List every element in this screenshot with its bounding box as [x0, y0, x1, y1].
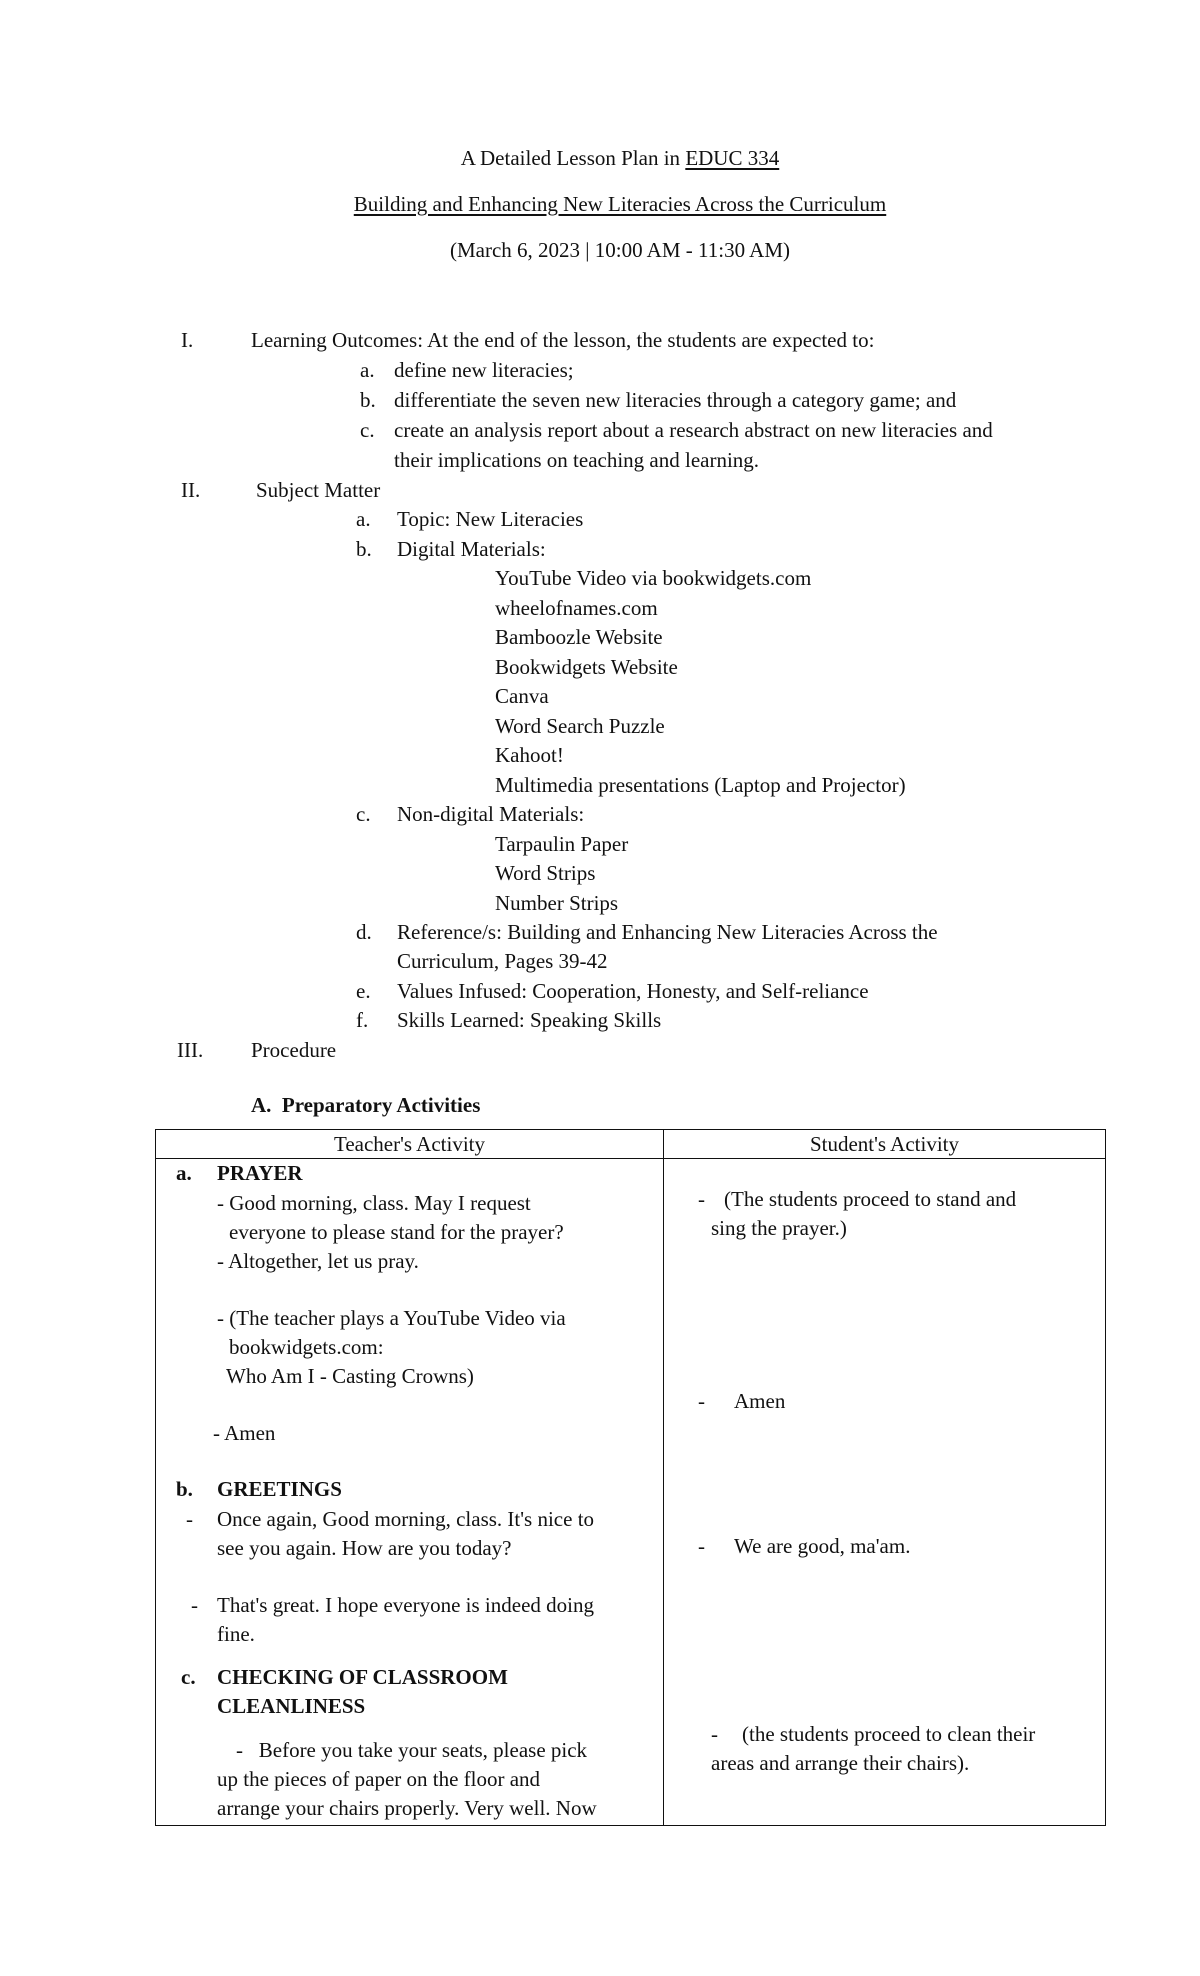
checking-line: - Before you take your seats, please pick: [236, 1738, 588, 1762]
video-line: bookwidgets.com:: [229, 1335, 384, 1359]
video-line: Who Am I - Casting Crowns): [226, 1364, 474, 1388]
reference: Reference/s: Building and Enhancing New Literacies Across the: [397, 920, 938, 944]
values-letter: e.: [356, 979, 371, 1003]
topic-letter: a.: [356, 507, 371, 531]
student-response: (the students proceed to clean their: [742, 1722, 1036, 1746]
student-activity-cell: [664, 1159, 1106, 1826]
video-line: - (The teacher plays a YouTube Video via: [217, 1306, 566, 1330]
student-response: (The students proceed to stand and: [724, 1187, 1017, 1211]
student-activity-header: Student's Activity: [664, 1130, 1106, 1159]
outcome-a-letter: a.: [360, 358, 375, 382]
course-code: EDUC 334: [685, 146, 780, 170]
nondigital-material-item: Word Strips: [495, 861, 596, 885]
checking-heading-cont: CLEANLINESS: [217, 1694, 366, 1718]
nondigital-letter: c.: [356, 802, 371, 826]
title-prefix: A Detailed Lesson Plan in: [460, 146, 681, 170]
digital-material-item: Multimedia presentations (Laptop and Projector): [495, 773, 906, 797]
checking-line: up the pieces of paper on the floor and: [217, 1767, 541, 1791]
digital-material-item: YouTube Video via bookwidgets.com: [495, 566, 812, 590]
outcome-c: create an analysis report about a research abstract on new literacies and: [394, 418, 993, 442]
preparatory-activities-heading: A. Preparatory Activities: [251, 1093, 481, 1117]
digital-material-item: Bamboozle Website: [495, 625, 663, 649]
prayer-letter: a.: [176, 1161, 192, 1185]
digital-material-item: Bookwidgets Website: [495, 655, 678, 679]
student-response-cont: areas and arrange their chairs).: [711, 1751, 970, 1775]
teacher-activity-cell: [156, 1159, 664, 1826]
digital-material-item: Canva: [495, 684, 549, 708]
student-response: Amen: [734, 1389, 786, 1413]
prayer-line: - Good morning, class. May I request: [217, 1191, 531, 1215]
greetings-heading: GREETINGS: [217, 1477, 342, 1501]
outcome-b-letter: b.: [360, 388, 376, 412]
bullet-dash: -: [698, 1534, 705, 1558]
bullet-dash: -: [711, 1722, 718, 1746]
nondigital-materials-label: Non-digital Materials:: [397, 802, 585, 826]
teacher-amen: - Amen: [213, 1421, 276, 1445]
section3-title: Procedure: [251, 1038, 337, 1062]
digital-letter: b.: [356, 537, 372, 561]
outcome-c-cont: their implications on teaching and learning.: [394, 448, 760, 472]
outcome-a: define new literacies;: [394, 358, 574, 382]
document-subtitle: [0, 190, 1200, 219]
outcome-c-letter: c.: [360, 418, 375, 442]
document-title: [0, 144, 1200, 173]
outcome-b: differentiate the seven new literacies through a category game; and: [394, 388, 957, 412]
nondigital-material-item: Tarpaulin Paper: [495, 832, 629, 856]
subtitle-text: Building and Enhancing New Literacies Across the Curriculum: [353, 192, 887, 216]
section3-number: III.: [177, 1038, 204, 1062]
digital-material-item: Word Search Puzzle: [495, 714, 665, 738]
section2-title: Subject Matter: [256, 478, 381, 502]
teacher-activity-header: Teacher's Activity: [156, 1130, 664, 1159]
section2-number: II.: [181, 478, 201, 502]
section1-title: Learning Outcomes: At the end of the lesson, the students are expected to:: [251, 328, 875, 352]
checking-line: arrange your chairs properly. Very well. Now: [217, 1796, 597, 1820]
digital-material-item: wheelofnames.com: [495, 596, 658, 620]
bullet-dash: -: [698, 1389, 705, 1413]
greetings-letter: b.: [176, 1477, 193, 1501]
procedure-table: [155, 1129, 1106, 1826]
bullet-dash: -: [191, 1593, 198, 1617]
greetings-line: fine.: [217, 1622, 255, 1646]
prayer-line: everyone to please stand for the prayer?: [229, 1220, 564, 1244]
greetings-line: see you again. How are you today?: [217, 1536, 512, 1560]
digital-materials-label: Digital Materials:: [397, 537, 546, 561]
greetings-line: That's great. I hope everyone is indeed doing: [217, 1593, 594, 1617]
schedule: (March 6, 2023 | 10:00 AM - 11:30 AM): [450, 238, 790, 262]
bullet-dash: -: [698, 1187, 705, 1211]
topic: Topic: New Literacies: [397, 507, 584, 531]
greetings-line: Once again, Good morning, class. It's nice to: [217, 1507, 595, 1531]
checking-letter: c.: [181, 1665, 196, 1689]
prayer-heading: PRAYER: [217, 1161, 303, 1185]
skills-learned: Skills Learned: Speaking Skills: [397, 1008, 662, 1032]
student-response: We are good, ma'am.: [734, 1534, 911, 1558]
reference-cont: Curriculum, Pages 39-42: [397, 949, 608, 973]
section1-number: I.: [181, 328, 194, 352]
digital-material-item: Kahoot!: [495, 743, 564, 767]
reference-letter: d.: [356, 920, 372, 944]
checking-heading: CHECKING OF CLASSROOM: [217, 1665, 508, 1689]
bullet-dash: -: [186, 1507, 193, 1531]
skills-letter: f.: [356, 1008, 369, 1032]
student-response-cont: sing the prayer.): [711, 1216, 847, 1240]
values-infused: Values Infused: Cooperation, Honesty, and Self-reliance: [397, 979, 869, 1003]
prayer-line: - Altogether, let us pray.: [217, 1249, 419, 1273]
nondigital-material-item: Number Strips: [495, 891, 619, 915]
